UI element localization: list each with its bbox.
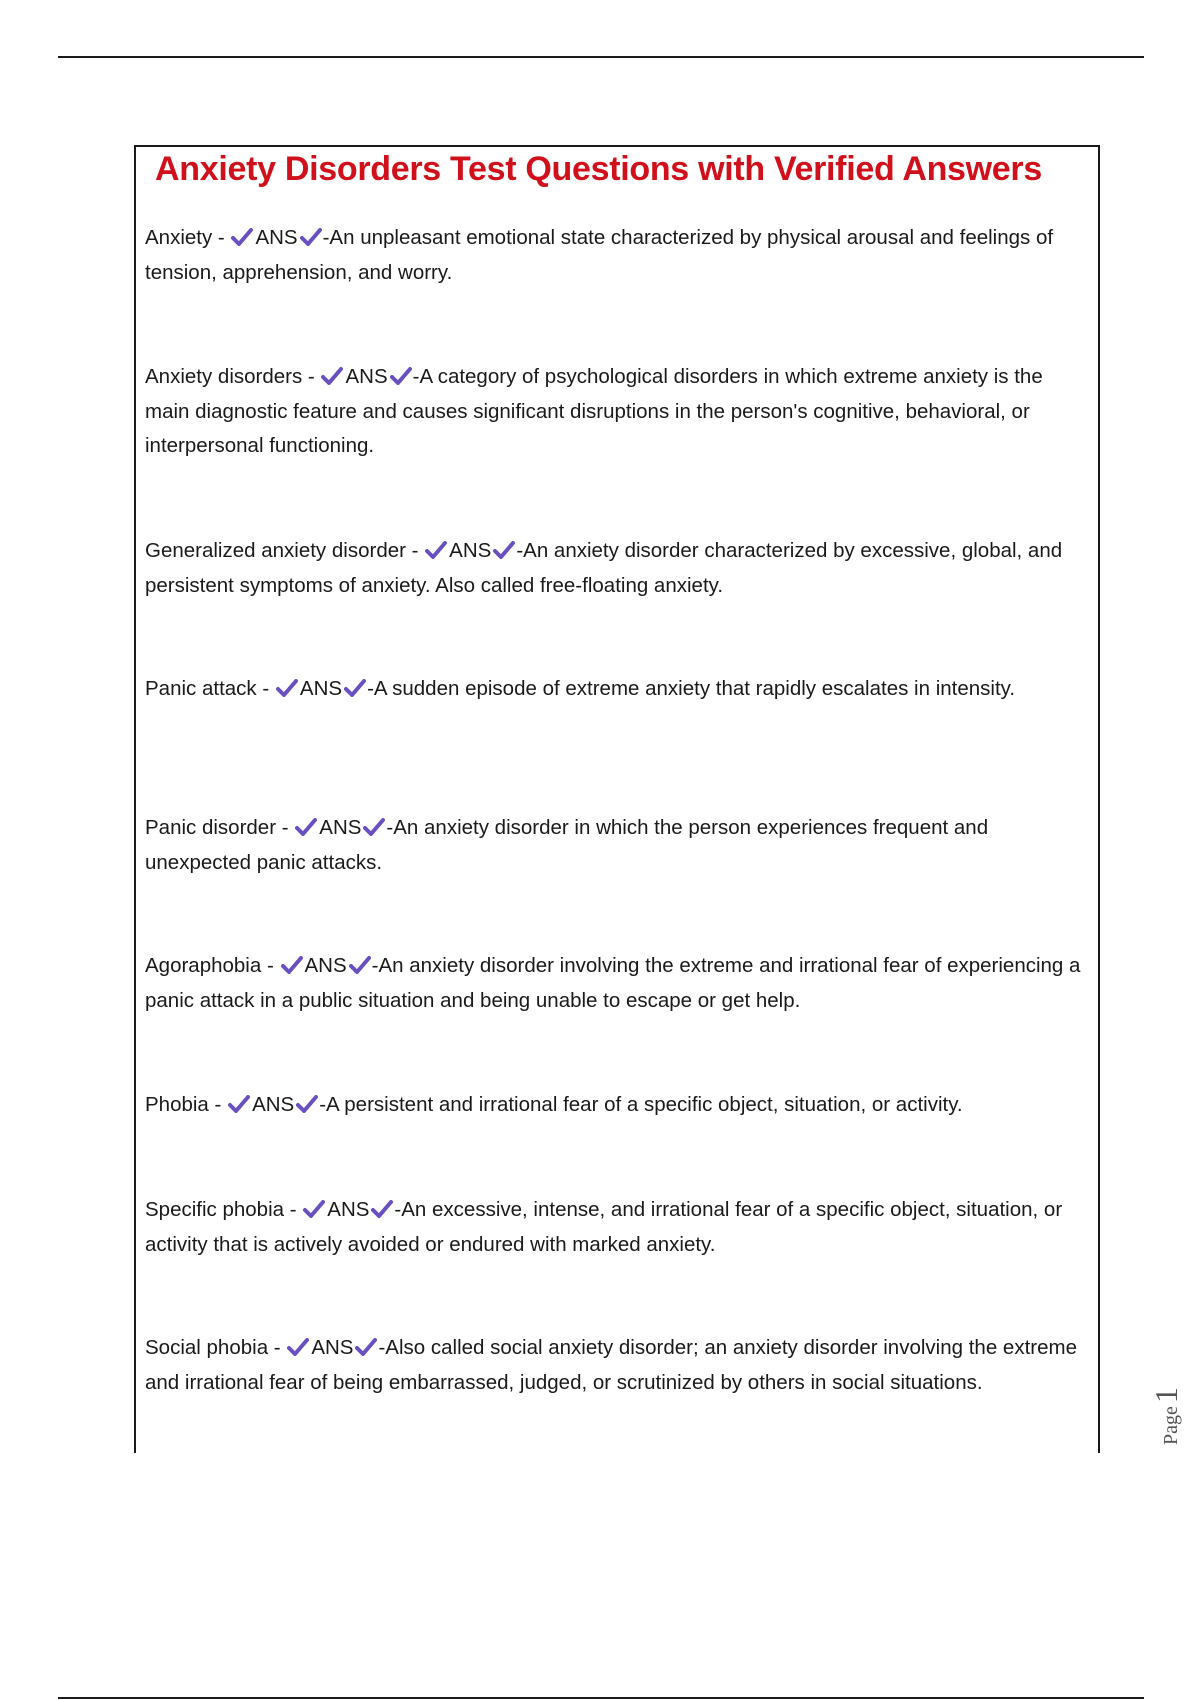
answer-marker: ANS — [449, 539, 492, 562]
footer-rule — [58, 1697, 1144, 1699]
check-icon — [371, 1200, 393, 1218]
entry-definition: -A sudden episode of extreme anxiety that rapidly escalates in intensity. — [367, 677, 1016, 700]
entry-term: Anxiety - — [145, 226, 225, 249]
page-number — [1148, 1387, 1185, 1445]
check-icon — [295, 818, 317, 836]
entry-definition: -Also called social anxiety disorder; an anxiety disorder involving the extreme and irrational fear of being embarrassed, judged, or scrutinized by others in social situations. — [145, 1336, 1077, 1394]
entry-panic-disorder — [145, 811, 1090, 880]
entry-term: Panic disorder - — [145, 816, 289, 839]
answer-marker: ANS — [327, 1198, 370, 1221]
entry-generalized-anxiety-disorder — [145, 534, 1090, 603]
answer-marker: ANS — [299, 677, 343, 700]
answer-marker: ANS — [319, 816, 362, 839]
answer-marker: ANS — [304, 954, 347, 977]
entry-anxiety-disorders — [145, 360, 1090, 464]
entry-definition: -A persistent and irrational fear of a specific object, situation, or activity. — [319, 1093, 963, 1116]
answer-marker: ANS — [311, 1336, 354, 1359]
entry-definition: -An unpleasant emotional state characterized by physical arousal and feelings of tension, apprehension, and worry. — [145, 226, 1054, 284]
check-icon — [493, 541, 515, 559]
entry-definition: -An excessive, intense, and irrational fear of a specific object, situation, or activity that is actively avoided or endured with marked anxiety. — [145, 1198, 1063, 1256]
document-title: Anxiety Disorders Test Questions with Verified Answers — [155, 150, 1042, 188]
entry-specific-phobia — [145, 1193, 1090, 1262]
entry-term: Phobia - — [145, 1093, 222, 1116]
entry-agoraphobia — [145, 949, 1090, 1018]
page-number-value: 1 — [1148, 1387, 1184, 1404]
check-icon — [390, 367, 412, 385]
entry-social-phobia — [145, 1331, 1090, 1400]
page-label: Page — [1160, 1406, 1182, 1445]
entry-definition: -An anxiety disorder characterized by excessive, global, and persistent symptoms of anxiety. Also called free-floating anxiety. — [145, 539, 1063, 597]
entry-term: Generalized anxiety disorder - — [145, 539, 419, 562]
entry-panic-attack — [145, 672, 1090, 707]
check-icon — [296, 1095, 318, 1113]
entry-definition: -A category of psychological disorders in which extreme anxiety is the main diagnostic feature and causes significant disruptions in the person's cognitive, behavioral, or interpersonal functioning. — [145, 365, 1043, 457]
entry-term: Specific phobia - — [145, 1198, 297, 1221]
answer-marker: ANS — [345, 365, 388, 388]
check-icon — [231, 228, 253, 246]
check-icon — [355, 1338, 377, 1356]
entry-anxiety — [145, 221, 1090, 290]
entry-term: Anxiety disorders - — [145, 365, 315, 388]
entry-definition: -An anxiety disorder in which the person experiences frequent and unexpected panic attacks. — [145, 816, 989, 874]
check-icon — [425, 541, 447, 559]
check-icon — [281, 956, 303, 974]
check-icon — [300, 228, 322, 246]
check-icon — [349, 956, 371, 974]
check-icon — [276, 679, 298, 697]
check-icon — [344, 679, 366, 697]
answer-marker: ANS — [252, 1093, 295, 1116]
check-icon — [228, 1095, 250, 1113]
check-icon — [363, 818, 385, 836]
check-icon — [287, 1338, 309, 1356]
entry-term: Agoraphobia - — [145, 954, 274, 977]
entry-term: Social phobia - — [145, 1336, 281, 1359]
entry-term: Panic attack - — [145, 677, 270, 700]
check-icon — [303, 1200, 325, 1218]
answer-marker: ANS — [255, 226, 298, 249]
header-rule — [58, 56, 1144, 58]
entry-definition: -An anxiety disorder involving the extreme and irrational fear of experiencing a panic attack in a public situation and being unable to escape or get help. — [145, 954, 1081, 1012]
check-icon — [321, 367, 343, 385]
entry-phobia — [145, 1088, 1090, 1123]
